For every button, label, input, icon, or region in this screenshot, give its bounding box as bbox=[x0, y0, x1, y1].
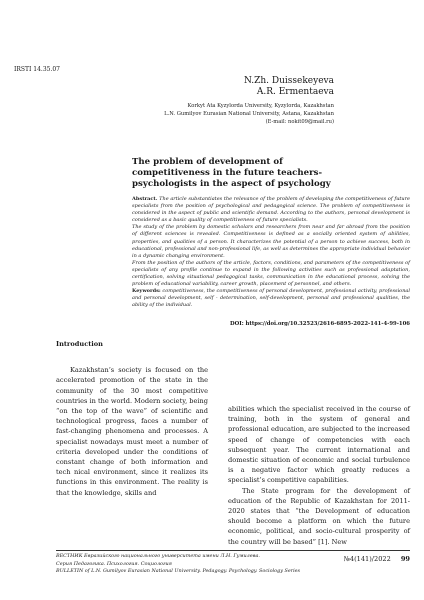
abstract-block bbox=[132, 196, 410, 310]
section-heading-introduction: Introduction bbox=[56, 340, 103, 348]
abstract-paragraph-3: From the position of the authors of the article, factors, conditions, and parameters of the competitiveness of specialists of any profile continue to expand in the following activities such as professional adaptation, certification, solving situational pedagogical tasks, communication in the educational process, solving the problem of educational variability, career growth, placement of personnel, and others. bbox=[132, 259, 410, 288]
author-email[interactable]: (E-mail: nokit09@mail.ru) bbox=[265, 119, 334, 125]
body-paragraph: abilities which the specialist received in the course of training, both in the system of general and professional education, are subjected to the increased speed of change of competencies with each subsequent year. The current international and domestic situation of economic and social turbulence is a negative factor which greatly reduces a specialist’s competitive capabilities. bbox=[228, 405, 410, 485]
keywords-text: competitiveness, the competitiveness of personal development, professional activity, professional and personal development, self - determination, self-development, personal and professional qualities, the ability of the individual. bbox=[132, 288, 410, 309]
journal-series-ru: Серия Педагогика. Психология. Социология bbox=[56, 560, 172, 567]
abstract-text: The article substantiates the relevance of the problem of developing the competitiveness of future specialists from the position of psychological and pedagogical science. The problem of competitiveness is considered in the aspect of public and scientific demand. According to the authors, personal development is considered as a basic quality of competitiveness of future specialists. bbox=[132, 196, 410, 224]
keywords-label: Keywords: bbox=[132, 288, 161, 295]
author-list bbox=[244, 76, 334, 98]
affiliation: Korkyt Ata Kyzylorda University, Kyzylorda, Kazakhstan bbox=[187, 103, 334, 109]
abstract-paragraph-2: The study of the problem by domestic scholars and researchers from near and far abroad from the position of different sciences is revealed. Competitiveness is defined as a socially oriented system of abilities, properties, and qualities of a person. It characterizes the potential of a person to achieve success, both in educational, professional and non-professional life, as well as determines the appropriate individual behavior in a dynamic changing environment. bbox=[132, 224, 410, 259]
body-paragraph: The State program for the development of education of the Republic of Kazakhstan for 2011-2020 states that “the Development of education should become a platform on which the future economic, political, and socio-cultural prosperity of the country will be based” [1]. New bbox=[228, 486, 410, 546]
journal-footer bbox=[56, 553, 306, 576]
body-column-left bbox=[56, 339, 208, 498]
journal-name-ru: ВЕСТНИК Евразийского национального университета имени Л.Н. Гумилева. bbox=[56, 553, 260, 559]
irsti-code: IRSTI 14.35.07 bbox=[14, 66, 60, 73]
author-name: N.Zh. Duissekeyeva bbox=[243, 76, 334, 86]
journal-name-en: BULLETIN of L.N. Gumilyov Eurasian National University. Pedagogy. Psychology. Sociology Series bbox=[56, 568, 301, 575]
body-paragraph: Kazakhstan’s society is focused on the accelerated promotion of the state in the community of the 30 most competitive countries in the world. Modern society, being “on the top of the wave” of scientific and technological progress, faces a number of fast-changing phenomena and processes. A specialist nowadays must meet a number of criteria developed under the conditions of constant change of both information and tech nical environment, since it realizes its functions in this environment. The reality is that the knowledge, skills and bbox=[56, 366, 208, 497]
body-column-right bbox=[228, 404, 410, 547]
affiliation-list bbox=[164, 102, 334, 126]
affiliation: L.N. Gumilyov Eurasian National University, Astana, Kazakhstan bbox=[164, 111, 334, 117]
page-number: 99 bbox=[400, 555, 410, 563]
footer-divider bbox=[56, 550, 410, 551]
abstract-label: Abstract. bbox=[132, 196, 158, 202]
issue-number: №4(141)/2022 bbox=[343, 555, 391, 563]
issue-and-page bbox=[344, 555, 410, 563]
author-name: A.R. Ermentaeva bbox=[256, 87, 334, 97]
article-title: The problem of development of competitiveness in the future teachers-psychologists in the aspect of psychology bbox=[132, 157, 331, 189]
doi-link[interactable]: DOI: https://doi.org/10.32523/2616-6895-2022-141-4-99-106 bbox=[230, 321, 410, 327]
